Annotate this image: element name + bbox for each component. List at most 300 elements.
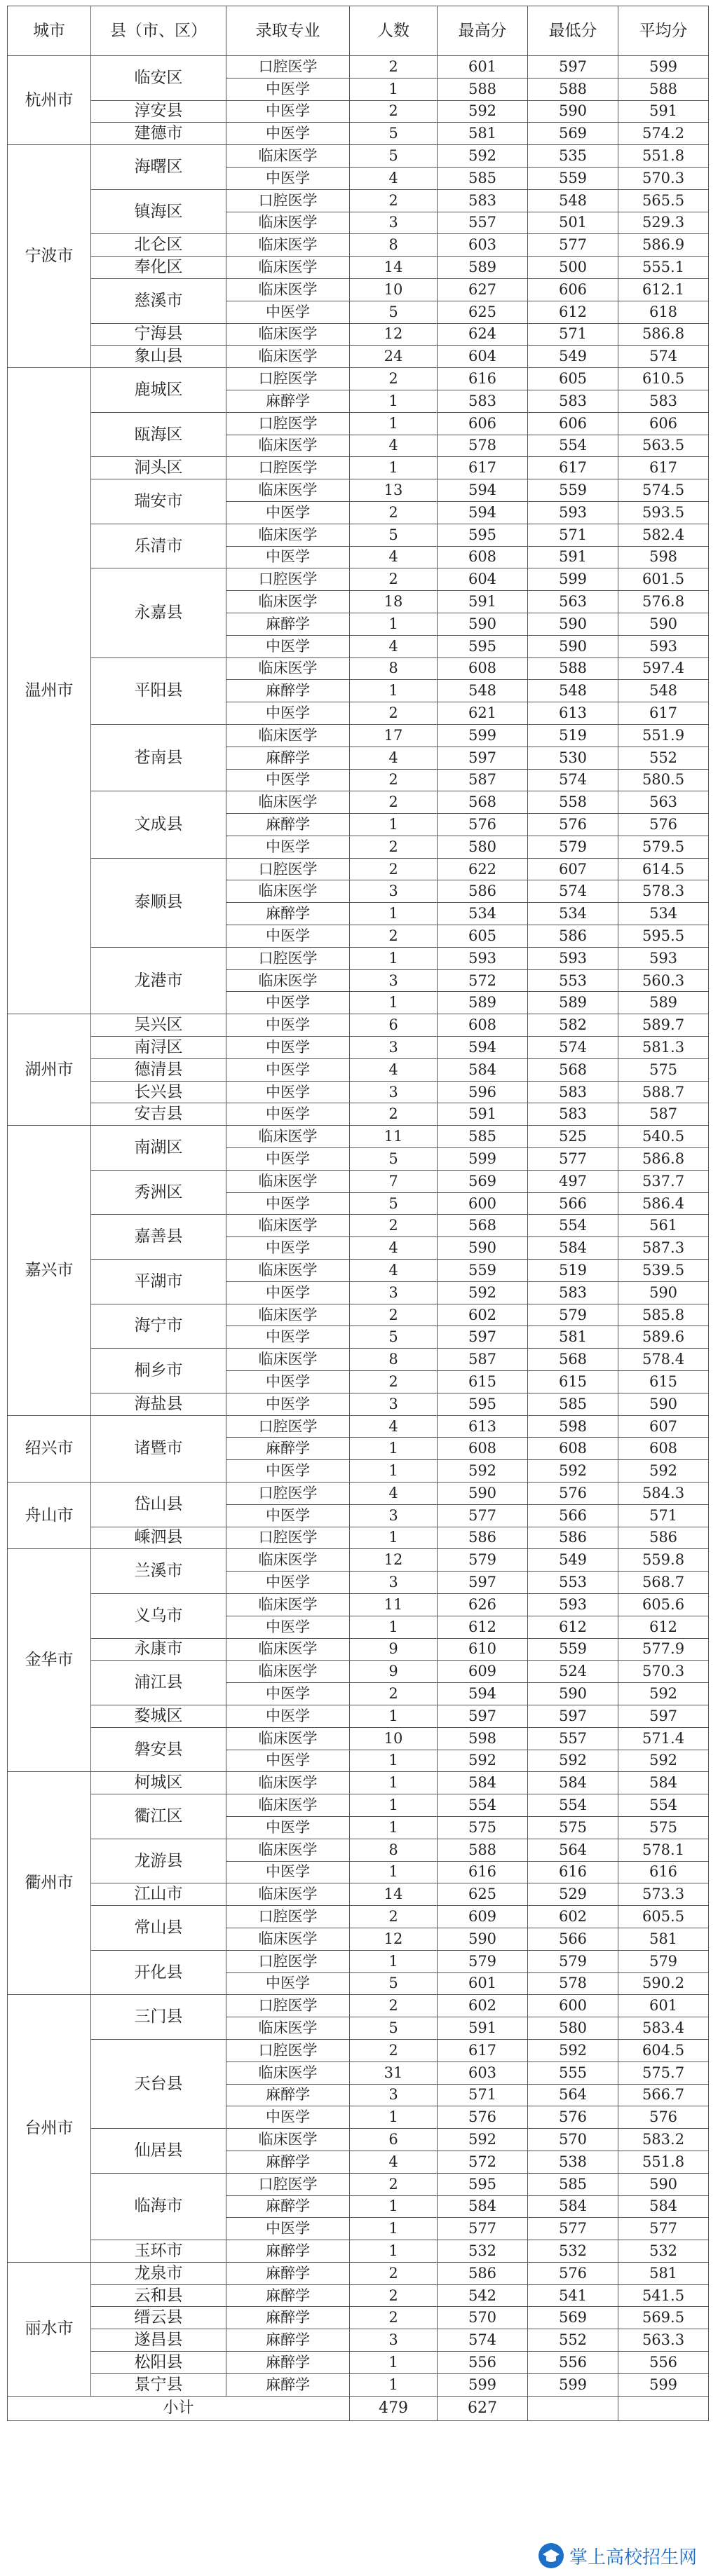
table-row [8, 1304, 709, 1326]
count-cell: 1 [350, 2373, 438, 2396]
table-row [8, 56, 709, 79]
city-cell: 嘉兴市 [8, 1126, 91, 1415]
count-cell: 3 [350, 1081, 438, 1103]
county-cell: 磐安县 [91, 1727, 226, 1772]
major-cell: 临床医学 [226, 1638, 350, 1661]
count-cell: 17 [350, 724, 438, 747]
table-row [8, 1126, 709, 1148]
max-score-cell: 602 [438, 1995, 528, 2017]
avg-score-cell: 582.4 [618, 524, 709, 546]
min-score-cell: 571 [528, 323, 618, 346]
major-cell: 中医学 [226, 1616, 350, 1638]
major-cell: 临床医学 [226, 724, 350, 747]
table-body [8, 56, 709, 2421]
count-cell: 24 [350, 346, 438, 368]
count-cell: 8 [350, 657, 438, 680]
major-cell: 中医学 [226, 1014, 350, 1037]
max-score-cell: 608 [438, 657, 528, 680]
min-score-cell: 519 [528, 724, 618, 747]
avg-score-cell: 574.5 [618, 479, 709, 502]
avg-score-cell: 532 [618, 2240, 709, 2263]
major-cell: 麻醉学 [226, 2151, 350, 2173]
avg-score-cell: 601 [618, 1995, 709, 2017]
major-cell: 临床医学 [226, 1260, 350, 1282]
count-cell: 4 [350, 635, 438, 657]
min-score-cell: 597 [528, 56, 618, 79]
avg-score-cell: 577.9 [618, 1638, 709, 1661]
count-cell: 3 [350, 1572, 438, 1594]
county-cell: 遂昌县 [91, 2329, 226, 2352]
county-cell: 长兴县 [91, 1081, 226, 1103]
major-cell: 临床医学 [226, 880, 350, 903]
county-cell: 兰溪市 [91, 1549, 226, 1594]
count-cell: 2 [350, 2039, 438, 2062]
avg-score-cell: 552 [618, 747, 709, 769]
count-cell: 5 [350, 524, 438, 546]
header-count: 人数 [350, 6, 438, 56]
min-score-cell: 569 [528, 123, 618, 145]
min-score-cell: 577 [528, 1148, 618, 1171]
table-row [8, 457, 709, 479]
header-county: 县（市、区） [91, 6, 226, 56]
major-cell: 中医学 [226, 1816, 350, 1839]
avg-score-cell: 595.5 [618, 925, 709, 948]
avg-score-cell: 617 [618, 457, 709, 479]
min-score-cell: 599 [528, 568, 618, 591]
major-cell: 中医学 [226, 1572, 350, 1594]
major-cell: 临床医学 [226, 1349, 350, 1371]
min-score-cell: 532 [528, 2240, 618, 2263]
avg-score-cell: 592 [618, 1683, 709, 1705]
min-score-cell: 582 [528, 1014, 618, 1037]
avg-score-cell: 597 [618, 1705, 709, 1727]
table-row [8, 1839, 709, 1861]
count-cell: 1 [350, 680, 438, 702]
min-score-cell: 501 [528, 212, 618, 234]
major-cell: 临床医学 [226, 346, 350, 368]
major-cell: 麻醉学 [226, 747, 350, 769]
count-cell: 5 [350, 301, 438, 323]
avg-score-cell: 586.8 [618, 1148, 709, 1171]
avg-score-cell: 589.6 [618, 1326, 709, 1349]
county-cell: 鹿城区 [91, 368, 226, 413]
max-score-cell: 542 [438, 2284, 528, 2307]
min-score-cell: 538 [528, 2151, 618, 2173]
count-cell: 2 [350, 836, 438, 858]
city-cell: 舟山市 [8, 1483, 91, 1549]
county-cell: 柯城区 [91, 1772, 226, 1794]
min-score-cell: 552 [528, 2329, 618, 2352]
table-row [8, 791, 709, 814]
major-cell: 中医学 [226, 501, 350, 524]
major-cell: 临床医学 [226, 1126, 350, 1148]
max-score-cell: 584 [438, 2195, 528, 2218]
max-score-cell: 602 [438, 1304, 528, 1326]
major-cell: 麻醉学 [226, 2084, 350, 2106]
max-score-cell: 599 [438, 724, 528, 747]
max-score-cell: 548 [438, 680, 528, 702]
total-max-score: 627 [438, 2396, 528, 2420]
count-cell: 11 [350, 1126, 438, 1148]
avg-score-cell: 568.7 [618, 1572, 709, 1594]
header-max-score: 最高分 [438, 6, 528, 56]
avg-score-cell: 618 [618, 301, 709, 323]
avg-score-cell: 586 [618, 1527, 709, 1549]
min-score-cell: 553 [528, 969, 618, 992]
count-cell: 2 [350, 702, 438, 725]
count-cell: 4 [350, 2151, 438, 2173]
count-cell: 4 [350, 1260, 438, 1282]
max-score-cell: 575 [438, 1816, 528, 1839]
avg-score-cell: 614.5 [618, 858, 709, 880]
min-score-cell: 600 [528, 1995, 618, 2017]
max-score-cell: 597 [438, 1705, 528, 1727]
count-cell: 1 [350, 2240, 438, 2263]
major-cell: 临床医学 [226, 1549, 350, 1572]
max-score-cell: 569 [438, 1170, 528, 1192]
avg-score-cell: 548 [618, 680, 709, 702]
table-row [8, 1727, 709, 1750]
avg-score-cell: 586.4 [618, 1192, 709, 1215]
count-cell: 2 [350, 1371, 438, 1393]
count-cell: 2 [350, 858, 438, 880]
count-cell: 2 [350, 100, 438, 123]
major-cell: 口腔医学 [226, 189, 350, 212]
total-min-score [528, 2396, 618, 2420]
count-cell: 5 [350, 145, 438, 168]
min-score-cell: 588 [528, 657, 618, 680]
table-row [8, 278, 709, 301]
min-score-cell: 579 [528, 1304, 618, 1326]
max-score-cell: 622 [438, 858, 528, 880]
min-score-cell: 529 [528, 1883, 618, 1906]
count-cell: 3 [350, 880, 438, 903]
major-cell: 临床医学 [226, 257, 350, 279]
max-score-cell: 595 [438, 1393, 528, 1415]
major-cell: 中医学 [226, 1058, 350, 1081]
major-cell: 临床医学 [226, 2062, 350, 2084]
table-row [8, 1103, 709, 1126]
city-cell: 绍兴市 [8, 1415, 91, 1482]
major-cell: 麻醉学 [226, 2195, 350, 2218]
major-cell: 口腔医学 [226, 2039, 350, 2062]
min-score-cell: 590 [528, 1683, 618, 1705]
avg-score-cell: 578.3 [618, 880, 709, 903]
max-score-cell: 603 [438, 234, 528, 257]
max-score-cell: 568 [438, 791, 528, 814]
count-cell: 3 [350, 1037, 438, 1059]
avg-score-cell: 561 [618, 1215, 709, 1237]
min-score-cell: 586 [528, 1527, 618, 1549]
min-score-cell: 583 [528, 1103, 618, 1126]
min-score-cell: 563 [528, 591, 618, 613]
major-cell: 麻醉学 [226, 2352, 350, 2374]
table-row [8, 1950, 709, 1972]
major-cell: 麻醉学 [226, 2307, 350, 2329]
max-score-cell: 599 [438, 1148, 528, 1171]
major-cell: 中医学 [226, 546, 350, 568]
county-cell: 平湖市 [91, 1260, 226, 1304]
max-score-cell: 595 [438, 524, 528, 546]
count-cell: 1 [350, 1460, 438, 1483]
table-row [8, 2173, 709, 2195]
county-cell: 瑞安市 [91, 479, 226, 524]
avg-score-cell: 585.8 [618, 1304, 709, 1326]
city-cell: 湖州市 [8, 1014, 91, 1126]
avg-score-cell: 579 [618, 1950, 709, 1972]
max-score-cell: 589 [438, 257, 528, 279]
min-score-cell: 534 [528, 903, 618, 925]
county-cell: 龙泉市 [91, 2262, 226, 2284]
avg-score-cell: 579.5 [618, 836, 709, 858]
major-cell: 临床医学 [226, 435, 350, 457]
min-score-cell: 566 [528, 1504, 618, 1527]
county-cell: 玉环市 [91, 2240, 226, 2263]
city-cell: 丽水市 [8, 2262, 91, 2396]
count-cell: 4 [350, 546, 438, 568]
count-cell: 5 [350, 2017, 438, 2040]
count-cell: 3 [350, 969, 438, 992]
avg-score-cell: 551.8 [618, 2151, 709, 2173]
table-row [8, 1527, 709, 1549]
avg-score-cell: 573.3 [618, 1883, 709, 1906]
max-score-cell: 594 [438, 501, 528, 524]
avg-score-cell: 591 [618, 100, 709, 123]
major-cell: 临床医学 [226, 278, 350, 301]
avg-score-cell: 541.5 [618, 2284, 709, 2307]
max-score-cell: 571 [438, 2084, 528, 2106]
min-score-cell: 615 [528, 1371, 618, 1393]
min-score-cell: 583 [528, 1081, 618, 1103]
max-score-cell: 606 [438, 412, 528, 435]
min-score-cell: 570 [528, 2129, 618, 2151]
header-city: 城市 [8, 6, 91, 56]
max-score-cell: 597 [438, 1572, 528, 1594]
county-cell: 景宁县 [91, 2373, 226, 2396]
city-cell: 温州市 [8, 368, 91, 1014]
min-score-cell: 548 [528, 189, 618, 212]
avg-score-cell: 593.5 [618, 501, 709, 524]
table-row [8, 1549, 709, 1572]
major-cell: 临床医学 [226, 1661, 350, 1683]
count-cell: 1 [350, 992, 438, 1014]
county-cell: 象山县 [91, 346, 226, 368]
avg-score-cell: 583.4 [618, 2017, 709, 2040]
watermark-text: 掌上高校招生网 [569, 2547, 698, 2568]
major-cell: 中医学 [226, 123, 350, 145]
min-score-cell: 612 [528, 1616, 618, 1638]
count-cell: 3 [350, 212, 438, 234]
max-score-cell: 583 [438, 189, 528, 212]
table-row [8, 2039, 709, 2062]
max-score-cell: 591 [438, 591, 528, 613]
avg-score-cell: 556 [618, 2352, 709, 2374]
county-cell: 永康市 [91, 1638, 226, 1661]
max-score-cell: 604 [438, 346, 528, 368]
table-row [8, 657, 709, 680]
min-score-cell: 568 [528, 1349, 618, 1371]
avg-score-cell: 574 [618, 346, 709, 368]
avg-score-cell: 592 [618, 1750, 709, 1772]
max-score-cell: 605 [438, 925, 528, 948]
table-row [8, 1638, 709, 1661]
table-row [8, 1393, 709, 1415]
count-cell: 5 [350, 1326, 438, 1349]
avg-score-cell: 607 [618, 1415, 709, 1438]
max-score-cell: 613 [438, 1415, 528, 1438]
count-cell: 4 [350, 1415, 438, 1438]
min-score-cell: 593 [528, 1593, 618, 1616]
count-cell: 2 [350, 769, 438, 791]
avg-score-cell: 563 [618, 791, 709, 814]
max-score-cell: 574 [438, 2329, 528, 2352]
max-score-cell: 612 [438, 1616, 528, 1638]
max-score-cell: 617 [438, 2039, 528, 2062]
min-score-cell: 583 [528, 390, 618, 412]
min-score-cell: 574 [528, 769, 618, 791]
max-score-cell: 556 [438, 2352, 528, 2374]
university-logo-icon [537, 2542, 565, 2570]
major-cell: 中医学 [226, 1237, 350, 1260]
min-score-cell: 617 [528, 457, 618, 479]
major-cell: 临床医学 [226, 591, 350, 613]
max-score-cell: 590 [438, 1483, 528, 1505]
min-score-cell: 608 [528, 1438, 618, 1460]
avg-score-cell: 588 [618, 78, 709, 100]
county-cell: 龙游县 [91, 1839, 226, 1883]
major-cell: 中医学 [226, 1393, 350, 1415]
min-score-cell: 599 [528, 2373, 618, 2396]
table-row [8, 1014, 709, 1037]
max-score-cell: 601 [438, 1972, 528, 1995]
major-cell: 临床医学 [226, 1928, 350, 1950]
county-cell: 泰顺县 [91, 858, 226, 947]
min-score-cell: 588 [528, 78, 618, 100]
county-cell: 安吉县 [91, 1103, 226, 1126]
county-cell: 海宁市 [91, 1304, 226, 1349]
min-score-cell: 592 [528, 1750, 618, 1772]
max-score-cell: 557 [438, 212, 528, 234]
avg-score-cell: 597.4 [618, 657, 709, 680]
major-cell: 中医学 [226, 1037, 350, 1059]
county-cell: 秀洲区 [91, 1170, 226, 1215]
count-cell: 2 [350, 2284, 438, 2307]
table-row [8, 1661, 709, 1683]
table-row [8, 2284, 709, 2307]
min-score-cell: 605 [528, 368, 618, 390]
max-score-cell: 592 [438, 100, 528, 123]
min-score-cell: 530 [528, 747, 618, 769]
admission-score-table [7, 6, 709, 2421]
county-cell: 临安区 [91, 56, 226, 101]
table-row [8, 100, 709, 123]
major-cell: 口腔医学 [226, 457, 350, 479]
min-score-cell: 616 [528, 1861, 618, 1883]
max-score-cell: 609 [438, 1906, 528, 1928]
table-row [8, 1349, 709, 1371]
count-cell: 1 [350, 1438, 438, 1460]
table-row [8, 1705, 709, 1727]
table-row [8, 1215, 709, 1237]
avg-score-cell: 593 [618, 635, 709, 657]
major-cell: 临床医学 [226, 479, 350, 502]
table-row [8, 257, 709, 279]
major-cell: 口腔医学 [226, 858, 350, 880]
avg-score-cell: 605.5 [618, 1906, 709, 1928]
min-score-cell: 584 [528, 1237, 618, 1260]
max-score-cell: 587 [438, 769, 528, 791]
avg-score-cell: 576 [618, 814, 709, 836]
avg-score-cell: 583.2 [618, 2129, 709, 2151]
avg-score-cell: 593 [618, 947, 709, 969]
min-score-cell: 586 [528, 925, 618, 948]
table-row [8, 524, 709, 546]
count-cell: 3 [350, 2084, 438, 2106]
table-row [8, 189, 709, 212]
avg-score-cell: 529.3 [618, 212, 709, 234]
header-avg-score: 平均分 [618, 6, 709, 56]
min-score-cell: 590 [528, 635, 618, 657]
major-cell: 临床医学 [226, 1593, 350, 1616]
min-score-cell: 580 [528, 2017, 618, 2040]
avg-score-cell: 616 [618, 1861, 709, 1883]
county-cell: 淳安县 [91, 100, 226, 123]
min-score-cell: 566 [528, 1192, 618, 1215]
max-score-cell: 590 [438, 1928, 528, 1950]
count-cell: 3 [350, 1504, 438, 1527]
count-cell: 8 [350, 234, 438, 257]
avg-score-cell: 570.3 [618, 167, 709, 189]
major-cell: 中医学 [226, 1081, 350, 1103]
count-cell: 5 [350, 1148, 438, 1171]
major-cell: 中医学 [226, 78, 350, 100]
avg-score-cell: 576.8 [618, 591, 709, 613]
max-score-cell: 616 [438, 1861, 528, 1883]
avg-score-cell: 560.3 [618, 969, 709, 992]
max-score-cell: 588 [438, 1839, 528, 1861]
count-cell: 1 [350, 903, 438, 925]
count-cell: 12 [350, 1549, 438, 1572]
major-cell: 中医学 [226, 1192, 350, 1215]
table-row [8, 568, 709, 591]
min-score-cell: 592 [528, 2039, 618, 2062]
min-score-cell: 549 [528, 1549, 618, 1572]
county-cell: 仙居县 [91, 2129, 226, 2174]
min-score-cell: 577 [528, 2218, 618, 2240]
max-score-cell: 616 [438, 368, 528, 390]
major-cell: 临床医学 [226, 1215, 350, 1237]
count-cell: 4 [350, 1483, 438, 1505]
major-cell: 口腔医学 [226, 1995, 350, 2017]
major-cell: 麻醉学 [226, 680, 350, 702]
table-row [8, 1037, 709, 1059]
avg-score-cell: 588.7 [618, 1081, 709, 1103]
count-cell: 4 [350, 747, 438, 769]
max-score-cell: 592 [438, 145, 528, 168]
major-cell: 临床医学 [226, 1772, 350, 1794]
min-score-cell: 590 [528, 100, 618, 123]
county-cell: 南浔区 [91, 1037, 226, 1059]
major-cell: 中医学 [226, 925, 350, 948]
table-row [8, 1883, 709, 1906]
avg-score-cell: 581.3 [618, 1037, 709, 1059]
count-cell: 4 [350, 167, 438, 189]
county-cell: 岱山县 [91, 1483, 226, 1527]
min-score-cell: 585 [528, 1393, 618, 1415]
city-cell: 杭州市 [8, 56, 91, 145]
avg-score-cell: 576 [618, 2106, 709, 2129]
min-score-cell: 597 [528, 1705, 618, 1727]
